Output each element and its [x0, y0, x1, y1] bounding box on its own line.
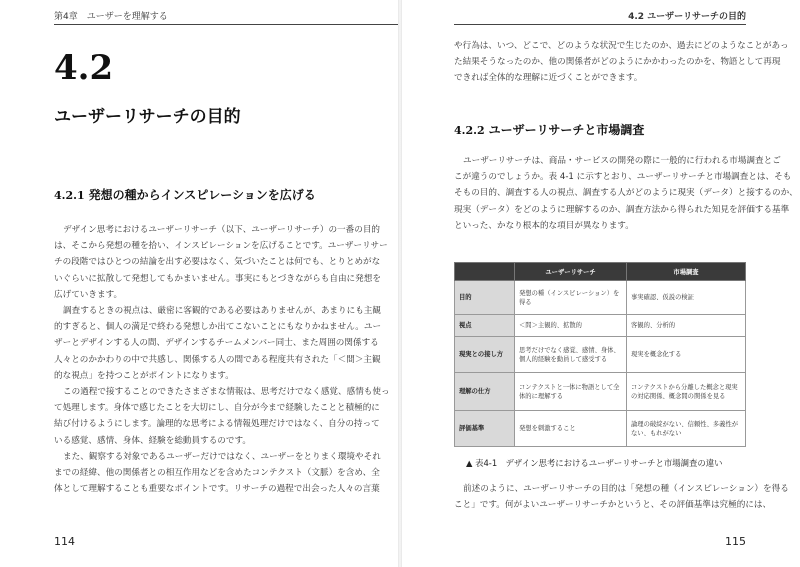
table-caption: ▲ 表4-1 デザイン思考におけるユーザーリサーチと市場調査の違い [466, 458, 723, 468]
table-header-cell: ユーザーリサーチ [515, 263, 627, 281]
row-label: 視点 [455, 315, 515, 337]
text-line: 前述のように、ユーザーリサーチの目的は「発想の種（インスピレーション）を得る [463, 484, 789, 494]
subsection-title: 発想の種からインスピレーションを広げる [88, 188, 316, 202]
table-cell: 思考だけでなく感覚、感情、身体、個人的経験を動員して感受する [515, 337, 627, 373]
text-line: できれば全体的な理解に近づくことができます。 [454, 73, 643, 84]
table-header-row [455, 263, 746, 281]
subsection-heading-422 [454, 121, 644, 138]
subsection-heading-421 [54, 186, 316, 203]
text-line: また、観察する対象であるユーザーだけではなく、ユーザーをとりまく環境やそれ [63, 452, 381, 462]
text-line: いぐらいに拡散して発想してもかまいません。事実にもとづきながらも自由に発想を [54, 273, 381, 284]
text-line: デザイン思考におけるユーザーリサーチ（以下、ユーザーリサーチ）の一番の目的 [63, 225, 381, 235]
running-head-left: 第4章 ユーザーを理解する [54, 12, 168, 22]
text-line: て処理します。身体で感じたことを大切にし、自分が今まで経験したことと積極的に [54, 403, 380, 414]
body-paragraph-1 [54, 222, 388, 303]
page-number-left: 114 [54, 535, 75, 548]
table-row [455, 373, 746, 411]
table-header-cell: 市場調査 [627, 263, 746, 281]
text-line: 的な視点」を持つことがポイントになります。 [54, 370, 234, 381]
table-cell: 発想の種（インスピレーション）を得る [515, 281, 627, 315]
page-number-right: 115 [725, 535, 746, 548]
table-cell: 現実を概念化する [627, 337, 746, 373]
chapter-number: 4.2 [54, 48, 114, 88]
table-cell: 論理の破綻がない、信頼性、多義性がない、もれがない [627, 411, 746, 447]
row-label: 理解の仕方 [455, 373, 515, 411]
continued-paragraph [454, 38, 789, 87]
text-line: チの段階ではひとつの結論を出す必要はなく、気づいたことは何でも、とりとめがな [54, 257, 381, 268]
text-line: そもの目的、調査する人の視点、調査する人がどのように現実（データ）と接するのか、 [454, 188, 798, 199]
body-paragraph-3 [54, 384, 390, 449]
text-line: 的すぎると、個人の満足で終わる発想しか出てこないことにもなりかねません。ユー [54, 322, 382, 333]
text-line: た結果そうなったのか、他の関係者がどのようにかかわったのかを、物語として再現 [454, 57, 781, 68]
table-header-cell [455, 263, 515, 281]
table-row [455, 281, 746, 315]
closing-paragraph [454, 481, 789, 513]
subsection-title: ユーザーリサーチと市場調査 [488, 123, 645, 137]
text-line: 調査するときの視点は、厳密に客観的である必要はありませんが、あまりにも主観 [63, 306, 381, 316]
text-line: ザーとデザインする人の間、デザインするチームメンバー同士、また周囲の関係する [54, 338, 379, 349]
text-line: 現実（データ）をどのように理解するのか、調査方法から得られた知見を評価する基準 [454, 204, 790, 215]
row-label: 評価基準 [455, 411, 515, 447]
text-line: 結び付けるようにします。論理的な思考による情報処理だけではなく、自分の持って [54, 419, 380, 430]
table-cell: 発想を刺激すること [515, 411, 627, 447]
text-line: までの経緯、他の関係者との相互作用などを含めたコンテクスト（文脈）を含め、全 [54, 468, 380, 479]
table-row [455, 315, 746, 337]
table-cell: コンテクストから分離した概念と現実の対応関係、概念間の関係を見る [627, 373, 746, 411]
table-cell: 客観的、分析的 [627, 315, 746, 337]
running-head-right: 4.2 ユーザーリサーチの目的 [628, 12, 746, 22]
comparison-table [454, 262, 746, 447]
table-cell: ＜間＞主観的、拡散的 [515, 315, 627, 337]
table-cell: コンテクストと一体に物語として全体的に理解する [515, 373, 627, 411]
text-line: 広げていきます。 [54, 289, 123, 300]
text-line: こが違うのでしょうか。表 4-1 に示すとおり、ユーザーリサーチと市場調査とは、そも [454, 172, 792, 183]
header-rule-left [54, 24, 400, 25]
text-line: こと」です。何がよいユーザーリサーチかというと、その評価基準は究極的には、 [454, 500, 772, 511]
table-row [455, 337, 746, 373]
body-paragraph-right [454, 153, 798, 234]
header-rule-right [454, 24, 746, 25]
body-paragraph-2 [54, 303, 382, 384]
row-label: 現実との接し方 [455, 337, 515, 373]
section-title: ユーザーリサーチの目的 [54, 107, 241, 127]
table-cell: 事実確認、仮説の検証 [627, 281, 746, 315]
text-line: は、そこから発想の種を拾い、インスピレーションを広げることです。ユーザーリサー [54, 241, 388, 252]
subsection-number: 4.2.2 [454, 124, 485, 137]
body-paragraph-4 [54, 449, 381, 498]
row-label: 目的 [455, 281, 515, 315]
text-line: この過程で接することのできたさまざまな情報は、思考だけでなく感覚、感情も使っ [63, 387, 390, 397]
text-line: いる感覚、感情、身体、経験を総動員するのです。 [54, 435, 251, 446]
text-line: 人々とのかかわりの中で共感し、関係する人の間である程度共有された「＜間＞主観 [54, 354, 381, 365]
text-line: ユーザーリサーチは、商品・サービスの開発の際に一般的に行われる市場調査とご [463, 156, 781, 166]
text-line: や行為は、いつ、どこで、どのような状況で生じたのか、過去にどのようなことがあっ [454, 41, 789, 51]
table-row [455, 411, 746, 447]
text-line: といった、かなり根本的な項目が異なります。 [454, 220, 634, 231]
subsection-number: 4.2.1 [54, 189, 85, 202]
text-line: 体として理解することも重要なポイントです。リサーチの過程で出会った人々の言葉 [54, 484, 380, 495]
